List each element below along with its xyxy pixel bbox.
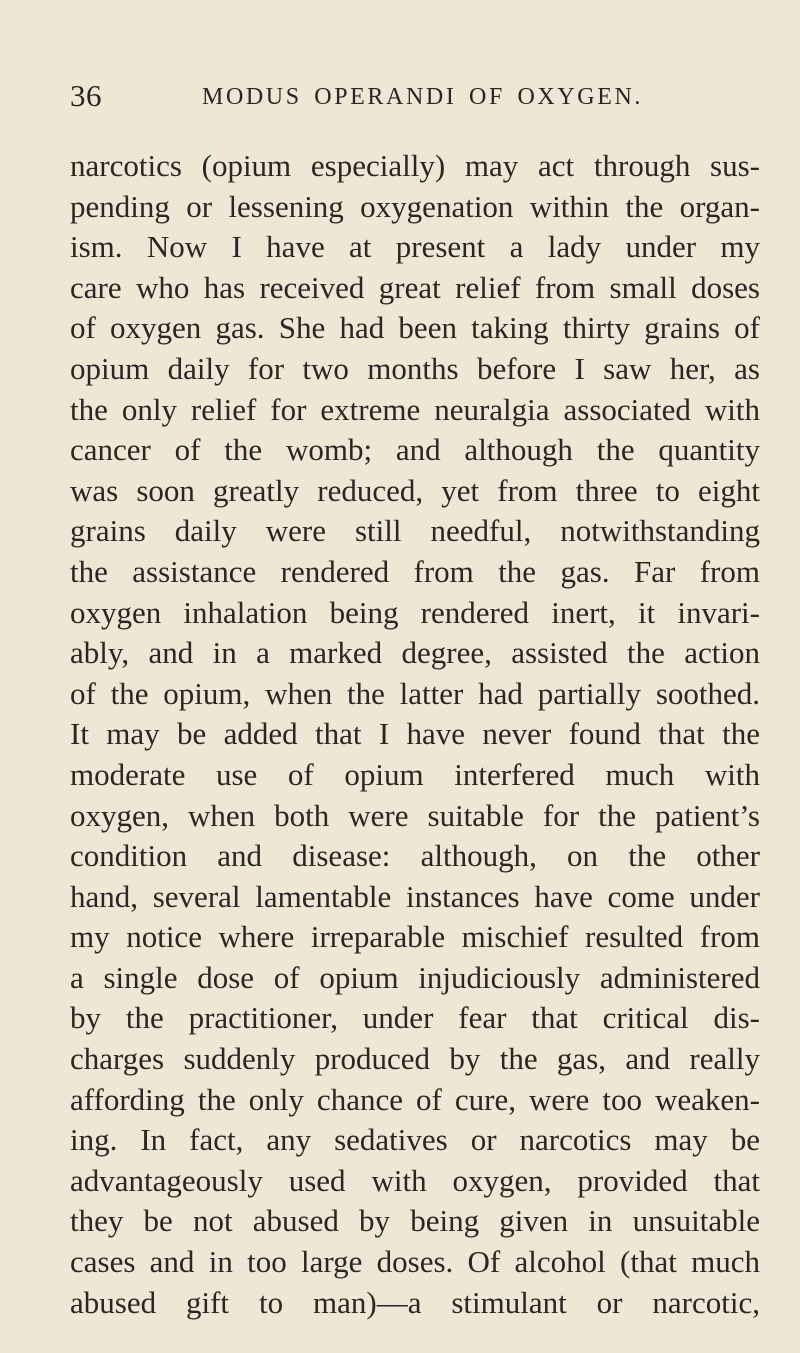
text-line: was soon greatly reduced, yet from three to eight — [70, 472, 760, 508]
text-line: cancer of the womb; and although the quantity — [70, 432, 760, 468]
text-line: hand, several lamentable instances have come under — [70, 878, 760, 914]
text-line: charges suddenly produced by the gas, and really — [70, 1041, 760, 1077]
text-line: the only relief for extreme neuralgia associated with — [70, 391, 760, 427]
text-line: of oxygen gas. She had been taking thirty grains of — [70, 310, 760, 346]
text-line: It may be added that I have never found that the — [70, 716, 760, 752]
text-line: ing. In fact, any sedatives or narcotics may be — [70, 1122, 760, 1158]
text-line: narcotics (opium especially) may act through sus- — [70, 148, 760, 183]
text-line: condition and disease: although, on the other — [70, 838, 760, 874]
text-line: affording the only chance of cure, were too weaken- — [70, 1081, 760, 1117]
text-line: oxygen inhalation being rendered inert, it invari- — [70, 594, 760, 630]
text-line: pending or lessening oxygenation within the organ- — [70, 188, 760, 224]
page-number: 36 — [70, 78, 102, 113]
text-line: my notice where irreparable mischief resulted from — [70, 919, 760, 955]
running-head — [70, 78, 760, 118]
text-line: cases and in too large doses. Of alcohol (that much — [70, 1244, 760, 1280]
text-line: advantageously used with oxygen, provided that — [70, 1162, 760, 1198]
text-line: abused gift to man)—a stimulant or narcotic, — [70, 1284, 760, 1320]
text-line: by the practitioner, under fear that critical dis- — [70, 1000, 760, 1036]
text-line: a single dose of opium injudiciously administered — [70, 959, 760, 995]
text-line: of the opium, when the latter had partially soothed. — [70, 675, 760, 711]
text-line: grains daily were still needful, notwithstanding — [70, 513, 760, 549]
text-line: oxygen, when both were suitable for the patient’s — [70, 797, 760, 833]
running-title: MODUS OPERANDI OF OXYGEN. — [202, 84, 644, 110]
text-line: care who has received great relief from small doses — [70, 269, 760, 305]
text-line: the assistance rendered from the gas. Far from — [70, 553, 760, 589]
text-line: they be not abused by being given in unsuitable — [70, 1203, 760, 1239]
text-line: ably, and in a marked degree, assisted the action — [70, 635, 760, 671]
text-line: opium daily for two months before I saw her, as — [70, 350, 760, 386]
text-line: ism. Now I have at present a lady under my — [70, 229, 760, 265]
text-line: moderate use of opium interfered much with — [70, 756, 760, 792]
body-text — [70, 146, 760, 1323]
